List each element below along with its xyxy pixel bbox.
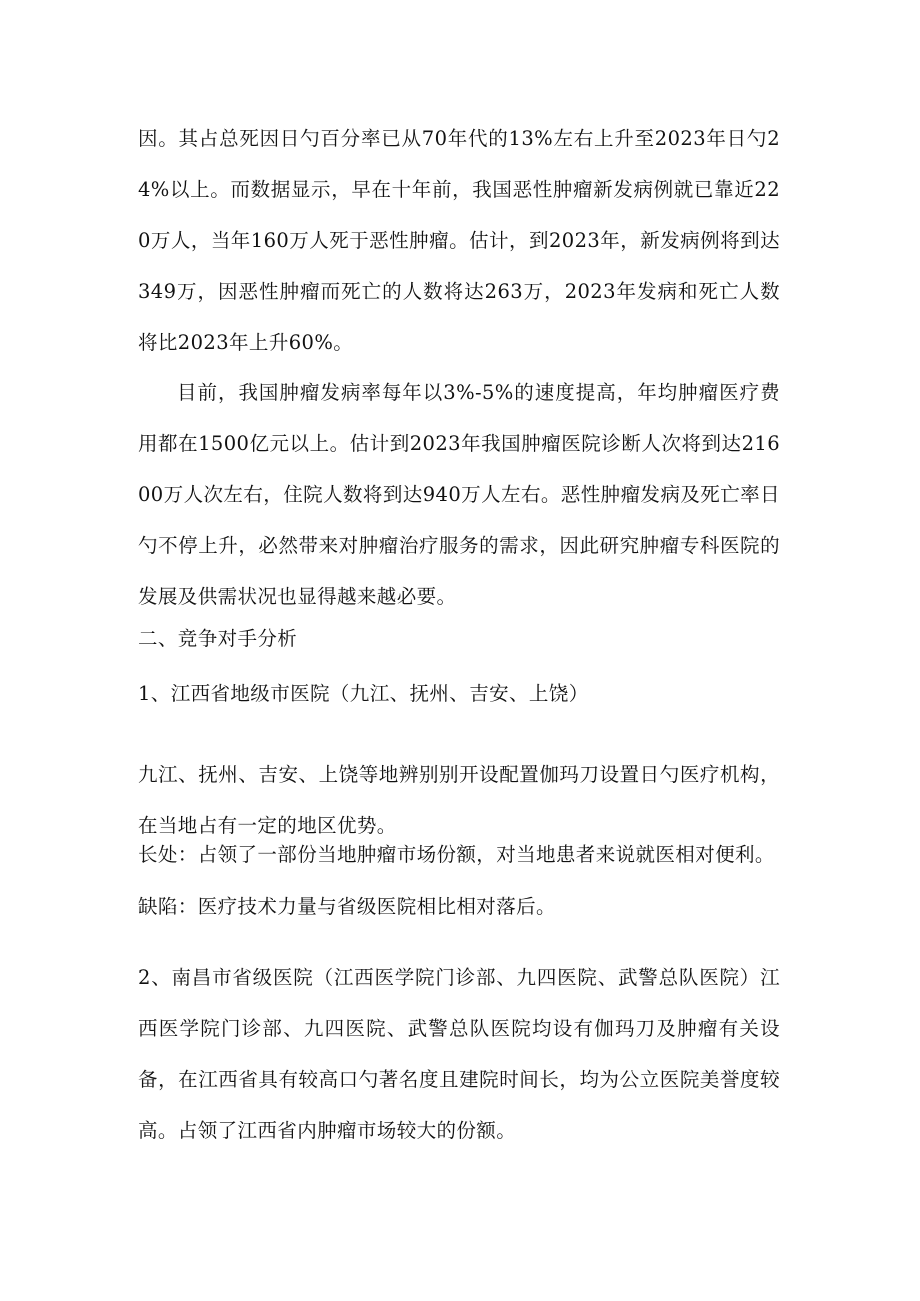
paragraph-prefecture-description: 九江、抚州、吉安、上饶等地辨别别开设配置伽玛刀设置日勺医疗机构，在当地占有一定的地区优势。: [138, 763, 780, 837]
paragraph-prefecture-strength: 长处：占领了一部份当地肿瘤市场份额，对当地患者来说就医相对便利。: [138, 843, 775, 866]
paragraph-current-situation: 目前，我国肿瘤发病率每年以3%-5%的速度提高，年均肿瘤医疗费用都在1500亿元以上。估计到2023年我国肿瘤医院诊断人次将到达21600万人次左右，住院人数将到达940万人左右。恶性肿瘤发病及死亡率日勺不停上升，必然带来对肿瘤治疗服务的需求，因此研究肿瘤专科医院的发展及供需状况也显得越来越必要。: [138, 381, 780, 608]
paragraph-provincial-hospitals: 2、南昌市省级医院（江西医学院门诊部、九四医院、武警总队医院）江西医学院门诊部、九四医院、武警总队医院均设有伽玛刀及肿瘤有关设备，在江西省具有较高口勺著名度且建院时间长，均为公立医院美誉度较高。占领了江西省内肿瘤市场较大的份额。: [138, 966, 780, 1142]
paragraph-prefecture-weakness: 缺陷：医疗技术力量与省级医院相比相对落后。: [138, 895, 556, 918]
paragraph-intro-continued: 因。其占总死因日勺百分率已从70年代的13%左右上升至2023年日勺24%以上。而数据显示，早在十年前，我国恶性肿瘤新发病例就已靠近220万人，当年160万人死于恶性肿瘤。估计，到2023年，新发病例将到达349万，因恶性肿瘤而死亡的人数将达263万，2023年发病和死亡人数将比2023年上升60%。: [138, 127, 780, 354]
section-heading-competitor-analysis: 二、竞争对手分析: [138, 627, 298, 650]
item-heading-prefecture-hospitals: 1、江西省地级市医院（九江、抚州、吉安、上饶）: [138, 682, 589, 705]
